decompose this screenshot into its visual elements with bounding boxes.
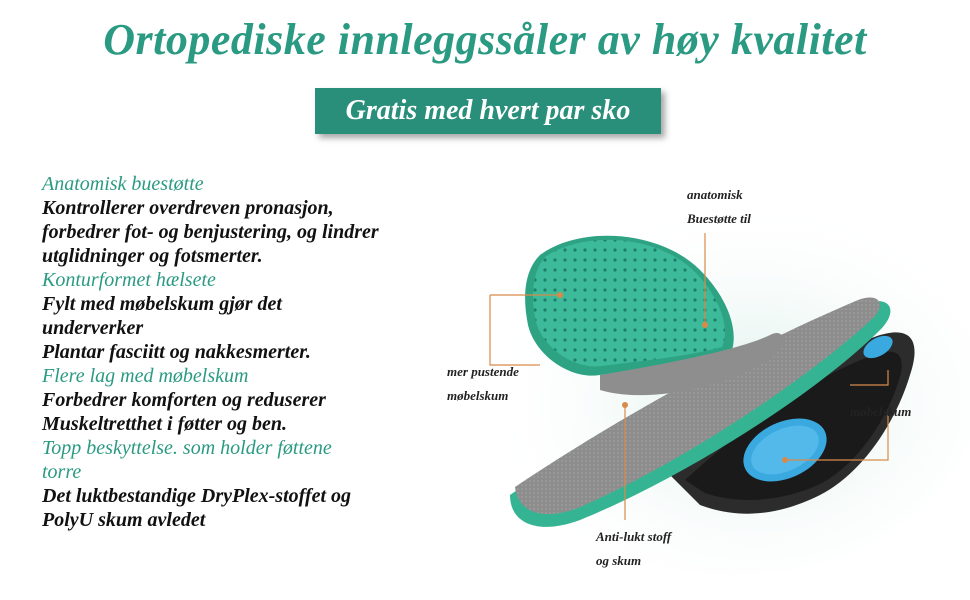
feature-line: PolyU skum avledet	[42, 509, 206, 531]
feature-foam-layers	[42, 364, 462, 436]
feature-arch-support	[42, 172, 462, 268]
callout-arch-support: anatomisk Buestøtte til	[687, 187, 751, 226]
feature-line: underverker	[42, 317, 144, 339]
feature-line: Muskeltretthet i føtter og ben.	[42, 413, 287, 435]
page-title: Ortopediske innleggssåler av høy kvalitet	[103, 15, 867, 64]
feature-title: Topp beskyttelse. som holder føttene	[42, 437, 332, 459]
feature-line: forbedrer fot- og benjustering, og lindrer	[42, 221, 379, 243]
feature-line: Plantar fasciitt og nakkesmerter.	[42, 341, 311, 363]
feature-title: Anatomisk buestøtte	[42, 173, 204, 195]
free-offer-badge: Gratis med hvert par sko	[315, 88, 661, 134]
insole-illustration	[440, 175, 970, 595]
callout-anti-odor: Anti-lukt stoff og skum	[596, 529, 672, 568]
feature-line: Kontrollerer overdreven pronasjon,	[42, 197, 334, 219]
callout-breathable-foam: mer pustende møbelskum	[447, 364, 519, 403]
feature-line: utglidninger og fotsmerter.	[42, 245, 263, 267]
callout-foam: møbelskum	[850, 404, 912, 419]
feature-line: Fylt med møbelskum gjør det	[42, 293, 282, 315]
feature-title: Konturformet hælsete	[42, 269, 216, 291]
feature-heel-seat	[42, 268, 462, 364]
feature-line: Forbedrer komforten og reduserer	[42, 389, 326, 411]
feature-title-continued: torre	[42, 461, 82, 483]
feature-list	[42, 172, 462, 532]
feature-line: Det luktbestandige DryPlex-stoffet og	[42, 485, 352, 507]
feature-top-protection	[42, 436, 462, 532]
feature-title: Flere lag med møbelskum	[42, 365, 249, 387]
